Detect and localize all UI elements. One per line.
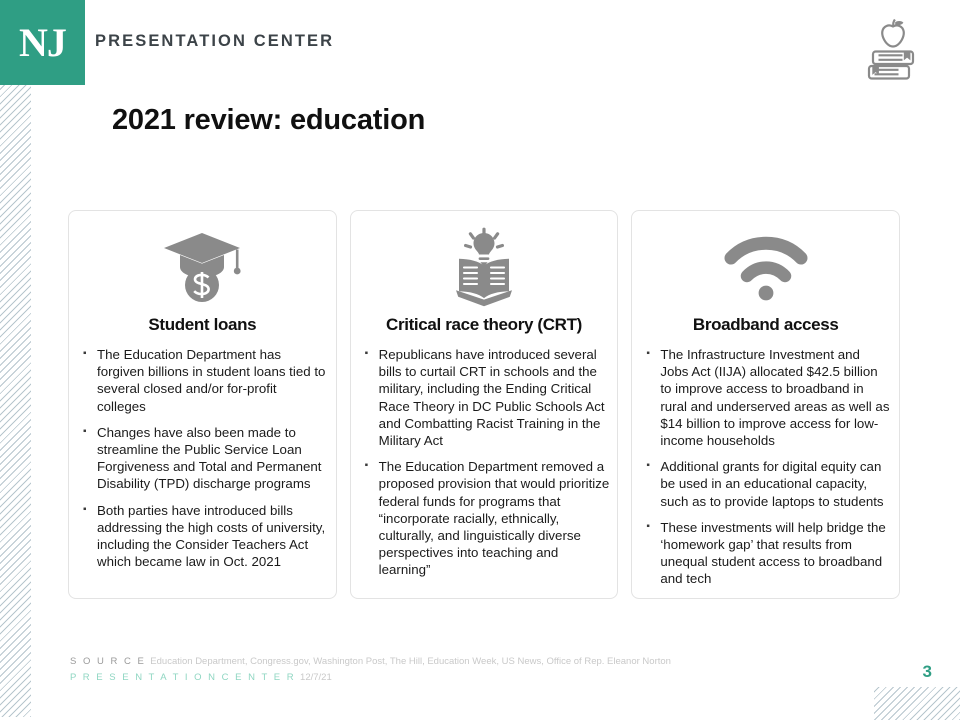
card-student-loans	[68, 210, 337, 599]
page-title: 2021 review: education	[112, 104, 426, 136]
decorative-stripes-bottom-right	[874, 687, 960, 720]
footer-center-line	[70, 669, 671, 685]
slide-footer	[70, 653, 671, 685]
wifi-icon	[640, 221, 891, 313]
card-broadband-access	[631, 210, 900, 599]
list-item: ▪ The Infrastructure Investment and Jobs Act (IIJA) allocated $42.5 billion to improve access to broadband in rural and underserved areas as well as $14 billion to improve access for low-income households	[640, 346, 891, 449]
page-number: 3	[922, 662, 932, 681]
list-item: ▪ Changes have also been made to streamline the Public Service Loan Forgiveness and Total and Permanent Disability (TPD) discharge programs	[77, 424, 328, 493]
list-item: ▪ Both parties have introduced bills addressing the high costs of university, including the Consider Teachers Act which became law in Oct. 2021	[77, 502, 328, 571]
card-bullets	[77, 346, 328, 570]
cards-container	[68, 210, 900, 599]
decorative-stripes-left	[0, 85, 31, 717]
list-item: ▪ Republicans have introduced several bills to curtail CRT in schools and the military, including the Ending Critical Race Theory in DC Public Schools Act and Combatting Racist Training in the Military Act	[359, 346, 610, 449]
footer-date: 12/7/21	[300, 672, 332, 683]
card-title: Broadband access	[692, 315, 839, 334]
list-item: ▪ Additional grants for digital equity can be used in an educational capacity, such as to provide laptops to students	[640, 458, 891, 510]
card-critical-race-theory	[350, 210, 619, 599]
list-item: ▪ The Education Department has forgiven billions in student loans tied to several closed and/or for-profit colleges	[77, 346, 328, 415]
nj-logo	[0, 0, 85, 85]
slide-header	[0, 0, 960, 85]
nj-logo-text: NJ	[19, 19, 66, 65]
card-title: Student loans	[148, 315, 257, 334]
open-book-lightbulb-icon	[359, 221, 610, 313]
card-bullets	[640, 346, 891, 588]
apple-books-icon	[859, 14, 927, 84]
list-item: ▪ The Education Department removed a proposed provision that would prioritize federal funds for programs that “incorporate racially, ethnically, culturally, and linguistically diverse perspectives into teaching and learning”	[359, 458, 610, 578]
presentation-center-label: P R E S E N T A T I O N C E N T E R	[70, 672, 296, 683]
source-value: Education Department, Congress.gov, Washington Post, The Hill, Education Week, US News, Office of Rep. Eleanor Norton	[150, 656, 671, 667]
brand-name: PRESENTATION CENTER	[95, 32, 335, 50]
card-title: Critical race theory (CRT)	[386, 315, 582, 334]
card-bullets	[359, 346, 610, 579]
source-label: S O U R C E	[70, 656, 146, 667]
list-item: ▪ These investments will help bridge the ‘homework gap’ that results from unequal student access to broadband and tech	[640, 519, 891, 588]
graduation-cap-dollar-icon	[77, 221, 328, 313]
footer-source-line	[70, 653, 671, 669]
